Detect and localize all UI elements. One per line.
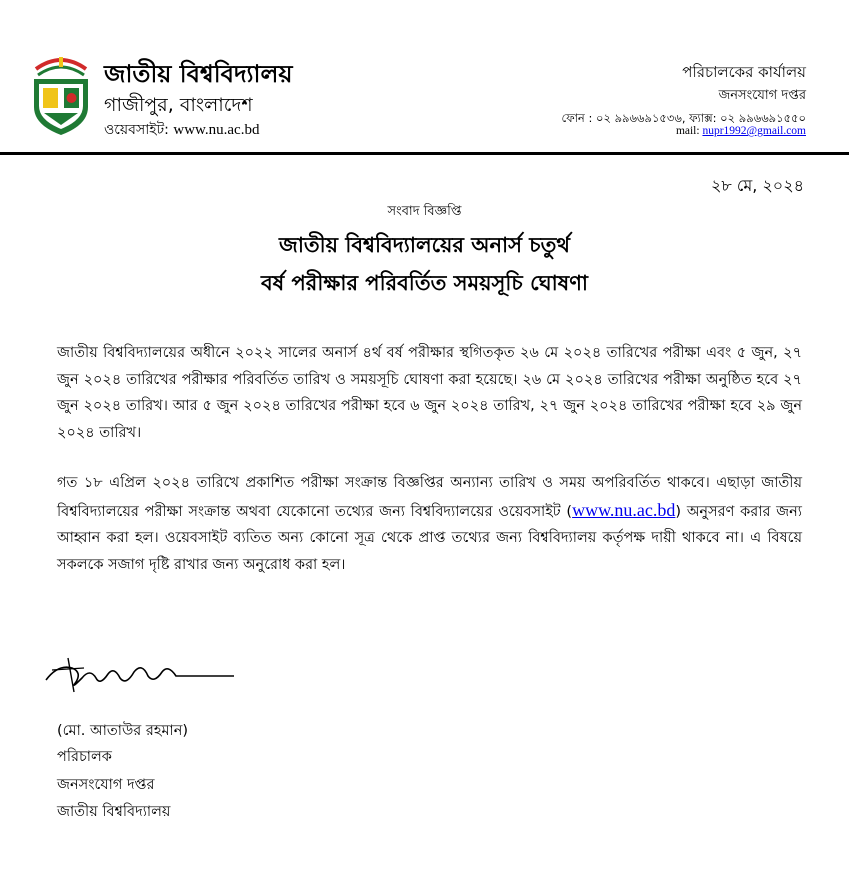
- notice-label: সংবাদ বিজ্ঞপ্তি: [387, 204, 462, 219]
- paragraph-notice: [57, 470, 802, 578]
- mail-line: [676, 125, 806, 137]
- university-name: জাতীয় বিশ্ববিদ্যালয়: [104, 60, 293, 88]
- headline-line-1: জাতীয় বিশ্ববিদ্যালয়ের অনার্স চতুর্থ: [279, 233, 570, 257]
- website-link[interactable]: www.nu.ac.bd: [572, 499, 676, 520]
- signatory-name: (মো. আতাউর রহমান): [57, 723, 189, 739]
- signatory-title: পরিচালক: [57, 749, 112, 765]
- signature: [38, 650, 238, 695]
- release-date: ২৮ মে, ২০২৪: [710, 176, 804, 195]
- paragraph-text-before: গত ১৮ এপ্রিল ২০২৪ তারিখে প্রকাশিত পরীক্ষা সংক্রান্ত বিজ্ঞপ্তির অন্যান্য তারিখ ও সময় অপরিবর্তিত থাকবে। এছাড়া জাতীয় বিশ্ববিদ্যালয়ের পরীক্ষা সংক্রান্ত অথবা যেকোনো তথ্যের জন্য বিশ্ববিদ্যালয়ের ওয়েবসাইট (: [57, 475, 802, 520]
- mail-label: mail:: [675, 125, 700, 137]
- header-divider: [0, 152, 849, 155]
- website-line: [104, 118, 259, 142]
- headline-line-2: বর্ষ পরীক্ষার পরিবর্তিত সময়সূচি ঘোষণা: [260, 271, 589, 295]
- website-url: www.nu.ac.bd: [173, 122, 260, 138]
- office-name: পরিচালকের কার্যালয়: [682, 63, 806, 81]
- mail-link[interactable]: nupr1992@gmail.com: [702, 125, 806, 137]
- paragraph-schedule: জাতীয় বিশ্ববিদ্যালয়ের অধীনে ২০২২ সালের অনার্স ৪র্থ বর্ষ পরীক্ষার স্থগিতকৃত ২৬ মে ২০২৪ তারিখের পরীক্ষা এবং ৫ জুন, ২৭ জুন ২০২৪ তারিখের পরীক্ষার পরিবর্তিত তারিখ ও সময়সূচি ঘোষণা করা হয়েছে। ২৬ মে ২০২৪ তারিখের পরীক্ষা অনুষ্ঠিত হবে ২৭ জুন ২০২৪ তারিখ। আর ৫ জুন ২০২৪ তারিখের পরীক্ষা হবে ৬ জুন ২০২৪ তারিখ, ২৭ জুন ২০২৪ তারিখের পরীক্ষা হবে ২৯ জুন ২০২৪ তারিখ।: [57, 345, 802, 441]
- university-seal-icon: [30, 55, 92, 137]
- signatory-organization: জাতীয় বিশ্ববিদ্যালয়: [57, 804, 171, 820]
- signatory-department: জনসংযোগ দপ্তর: [57, 777, 155, 793]
- website-label: ওয়েবসাইট:: [104, 122, 169, 138]
- university-location: গাজীপুর, বাংলাদেশ: [104, 94, 253, 116]
- paragraph-text-after: ) অনুসরণ করার জন্য আহ্বান করা হল। ওয়েবসাইট ব্যতিত অন্য কোনো সূত্র থেকে প্রাপ্ত তথ্যের জন্য বিশ্ববিদ্যালয় কর্তৃপক্ষ দায়ী থাকবে না। এ বিষয়ে সকলকে সজাগ দৃষ্টি রাখার জন্য অনুরোধ করা হল।: [57, 503, 803, 573]
- department-name: জনসংযোগ দপ্তর: [718, 88, 806, 103]
- phone-fax: ফোন : ০২ ৯৯৬৬৯১৫৩৬, ফ্যাক্স: ০২ ৯৯৬৬৯১৫৫০: [561, 111, 806, 125]
